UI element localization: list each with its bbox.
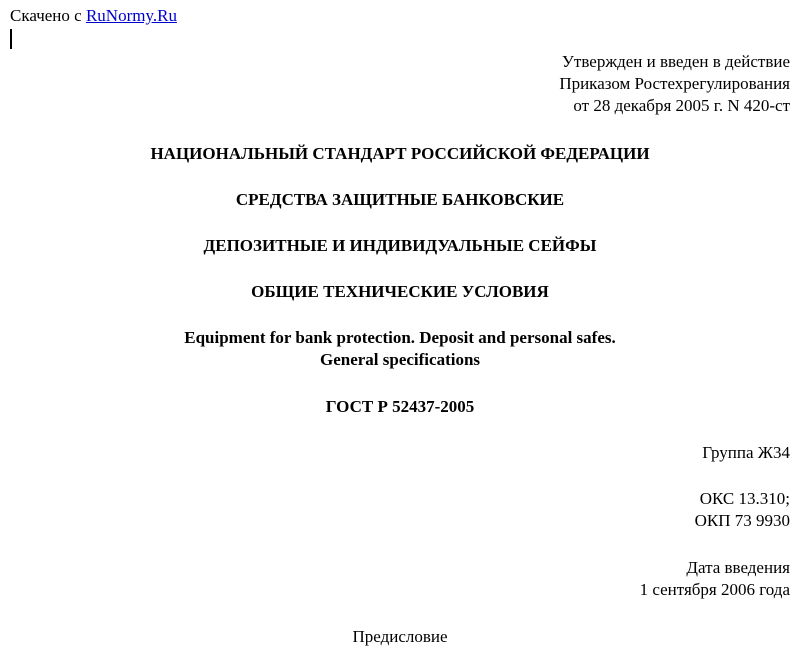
- text-cursor: [10, 29, 12, 49]
- group-code: Группа Ж34: [702, 443, 790, 462]
- foreword-heading: Предисловие: [352, 627, 448, 646]
- gost-number: ГОСТ Р 52437-2005: [325, 397, 475, 416]
- title-line-1: СРЕДСТВА ЗАЩИТНЫЕ БАНКОВСКИЕ: [235, 190, 565, 209]
- title-line-2: ДЕПОЗИТНЫЕ И ИНДИВИДУАЛЬНЫЕ СЕЙФЫ: [203, 236, 597, 255]
- approval-block: [559, 51, 790, 117]
- introduction-date-block: [640, 557, 790, 601]
- introduction-date: 1 сентября 2006 года: [639, 580, 790, 599]
- english-title-line-2: General specifications: [319, 350, 481, 369]
- source-prefix: Скачено с: [10, 6, 86, 25]
- oks-code: ОКС 13.310;: [699, 489, 790, 508]
- introduction-label: Дата введения: [686, 558, 790, 577]
- okp-code: ОКП 73 9930: [694, 511, 790, 530]
- approval-line-1: Утвержден и введен в действие: [561, 52, 790, 71]
- english-title: [0, 327, 796, 371]
- standard-type-heading: НАЦИОНАЛЬНЫЙ СТАНДАРТ РОССИЙСКОЙ ФЕДЕРАЦИИ: [150, 144, 650, 163]
- approval-line-2: Приказом Ростехрегулирования: [559, 74, 790, 93]
- source-link[interactable]: RuNormy.Ru: [85, 6, 177, 25]
- english-title-line-1: Equipment for bank protection. Deposit and personal safes.: [184, 328, 616, 347]
- classification-codes: [695, 488, 790, 532]
- approval-line-3: от 28 декабря 2005 г. N 420-ст: [573, 96, 790, 115]
- source-line: [10, 5, 177, 27]
- title-line-3: ОБЩИЕ ТЕХНИЧЕСКИЕ УСЛОВИЯ: [251, 282, 549, 301]
